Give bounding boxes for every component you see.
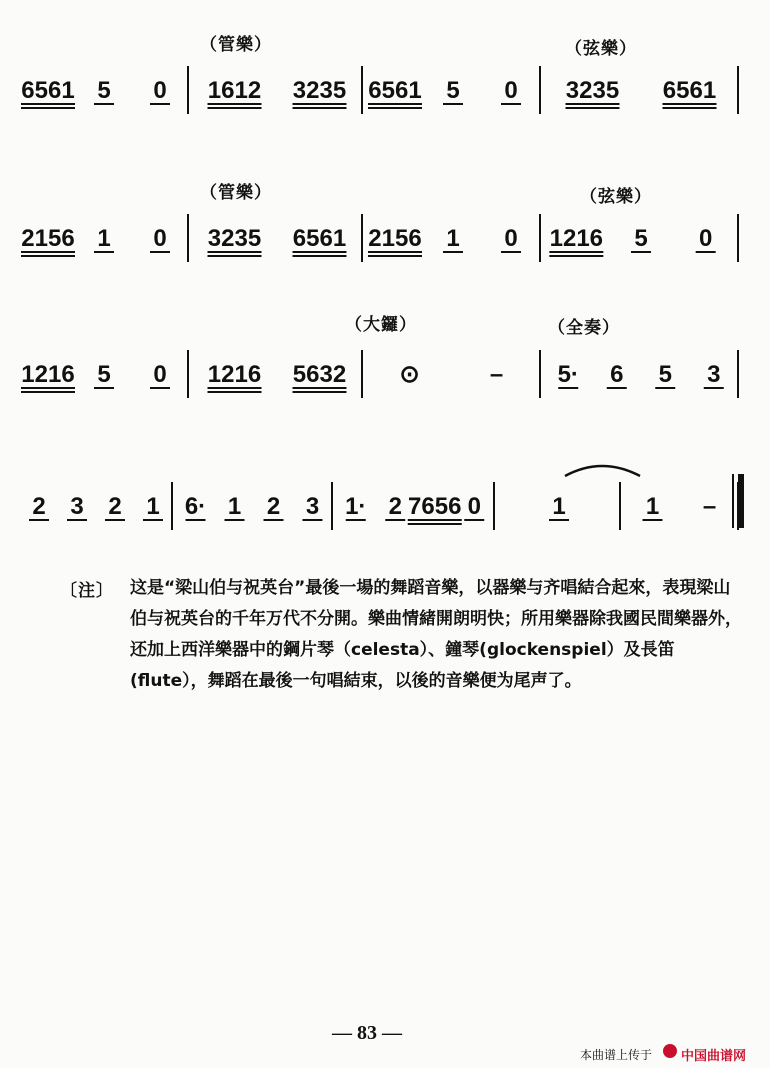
- note-group: 1·: [345, 493, 367, 520]
- label-xianyue-1: （弦樂）: [565, 39, 637, 59]
- note-group: 1: [97, 225, 111, 252]
- page-number: — 83 —: [332, 1022, 402, 1044]
- note-group: 2: [388, 493, 402, 520]
- note-group: 1: [446, 225, 460, 252]
- note-group: 5: [97, 77, 111, 104]
- note-group: 3235: [292, 77, 347, 104]
- label-xianyue-2: （弦樂）: [580, 187, 652, 207]
- note-group: 6·: [184, 493, 207, 520]
- note-group: 0: [504, 77, 518, 104]
- note-group: 1: [645, 493, 660, 520]
- note-group: 6561: [368, 77, 422, 104]
- note-group: 2156: [21, 225, 75, 252]
- note-group: 0: [153, 225, 167, 252]
- note-group: 7656: [408, 493, 462, 520]
- note-group: 5632: [292, 361, 347, 388]
- note-group: 1216: [207, 361, 262, 388]
- note-group: 1: [552, 493, 566, 520]
- note-group: 6561: [21, 77, 75, 104]
- tie-arc: [565, 466, 640, 476]
- brand-logo-icon: [663, 1044, 677, 1058]
- note-group: 1216: [21, 361, 75, 388]
- note-group: 0: [153, 77, 167, 104]
- note-group: 1612: [207, 77, 262, 104]
- note-group: 2: [32, 493, 46, 520]
- label-quanzou: （全奏）: [548, 318, 620, 338]
- note-group: 5: [446, 77, 460, 104]
- note-group: –: [702, 493, 717, 520]
- note-group: 3: [305, 493, 320, 520]
- note-group: 3: [70, 493, 84, 520]
- note-group: 5·: [557, 361, 579, 388]
- note-group: 3: [707, 361, 721, 388]
- note-group: 6561: [662, 77, 717, 104]
- note-group: 5: [97, 361, 111, 388]
- note-group: 3235: [565, 77, 620, 104]
- label-guanyue-1: （管樂）: [200, 35, 272, 55]
- note-group: 0: [153, 361, 167, 388]
- note-group: ⊙: [399, 361, 420, 388]
- note-group: 1: [227, 493, 242, 520]
- note-group: 0: [504, 225, 518, 252]
- note-group: 3235: [207, 225, 262, 252]
- label-daluo: （大鑼）: [345, 315, 417, 335]
- note-group: 5: [634, 225, 648, 252]
- footer-brand: 中国曲谱网: [681, 1049, 747, 1064]
- note-group: 0: [698, 225, 713, 252]
- note-group: 2: [266, 493, 281, 520]
- note-group: 1216: [549, 225, 604, 252]
- note-group: –: [489, 361, 504, 388]
- label-guanyue-2: （管樂）: [200, 183, 272, 203]
- note-group: 2: [108, 493, 122, 520]
- note-group: 0: [467, 493, 481, 520]
- note-group: 6: [610, 361, 624, 388]
- footer-upload-text: 本曲谱上传于: [580, 1048, 653, 1062]
- note-group: 5: [658, 361, 672, 388]
- note-group: 2156: [368, 225, 422, 252]
- note-group: 6561: [292, 225, 347, 252]
- note-group: 1: [146, 493, 160, 520]
- note-marker: 〔注〕: [60, 581, 114, 601]
- note-text: 这是“梁山伯与祝英台”最後一場的舞蹈音樂，以器樂与齐唱結合起來，表現梁山伯与祝英台的千年万代不分開。樂曲情緒開朗明快；所用樂器除我國民間樂器外，还加上西洋樂器中的鋼片琴（celesta）、鐘琴(glockenspiel）及長笛(flute），舞蹈在最後一句唱結束，以後的音樂便为尾声了。: [130, 578, 742, 691]
